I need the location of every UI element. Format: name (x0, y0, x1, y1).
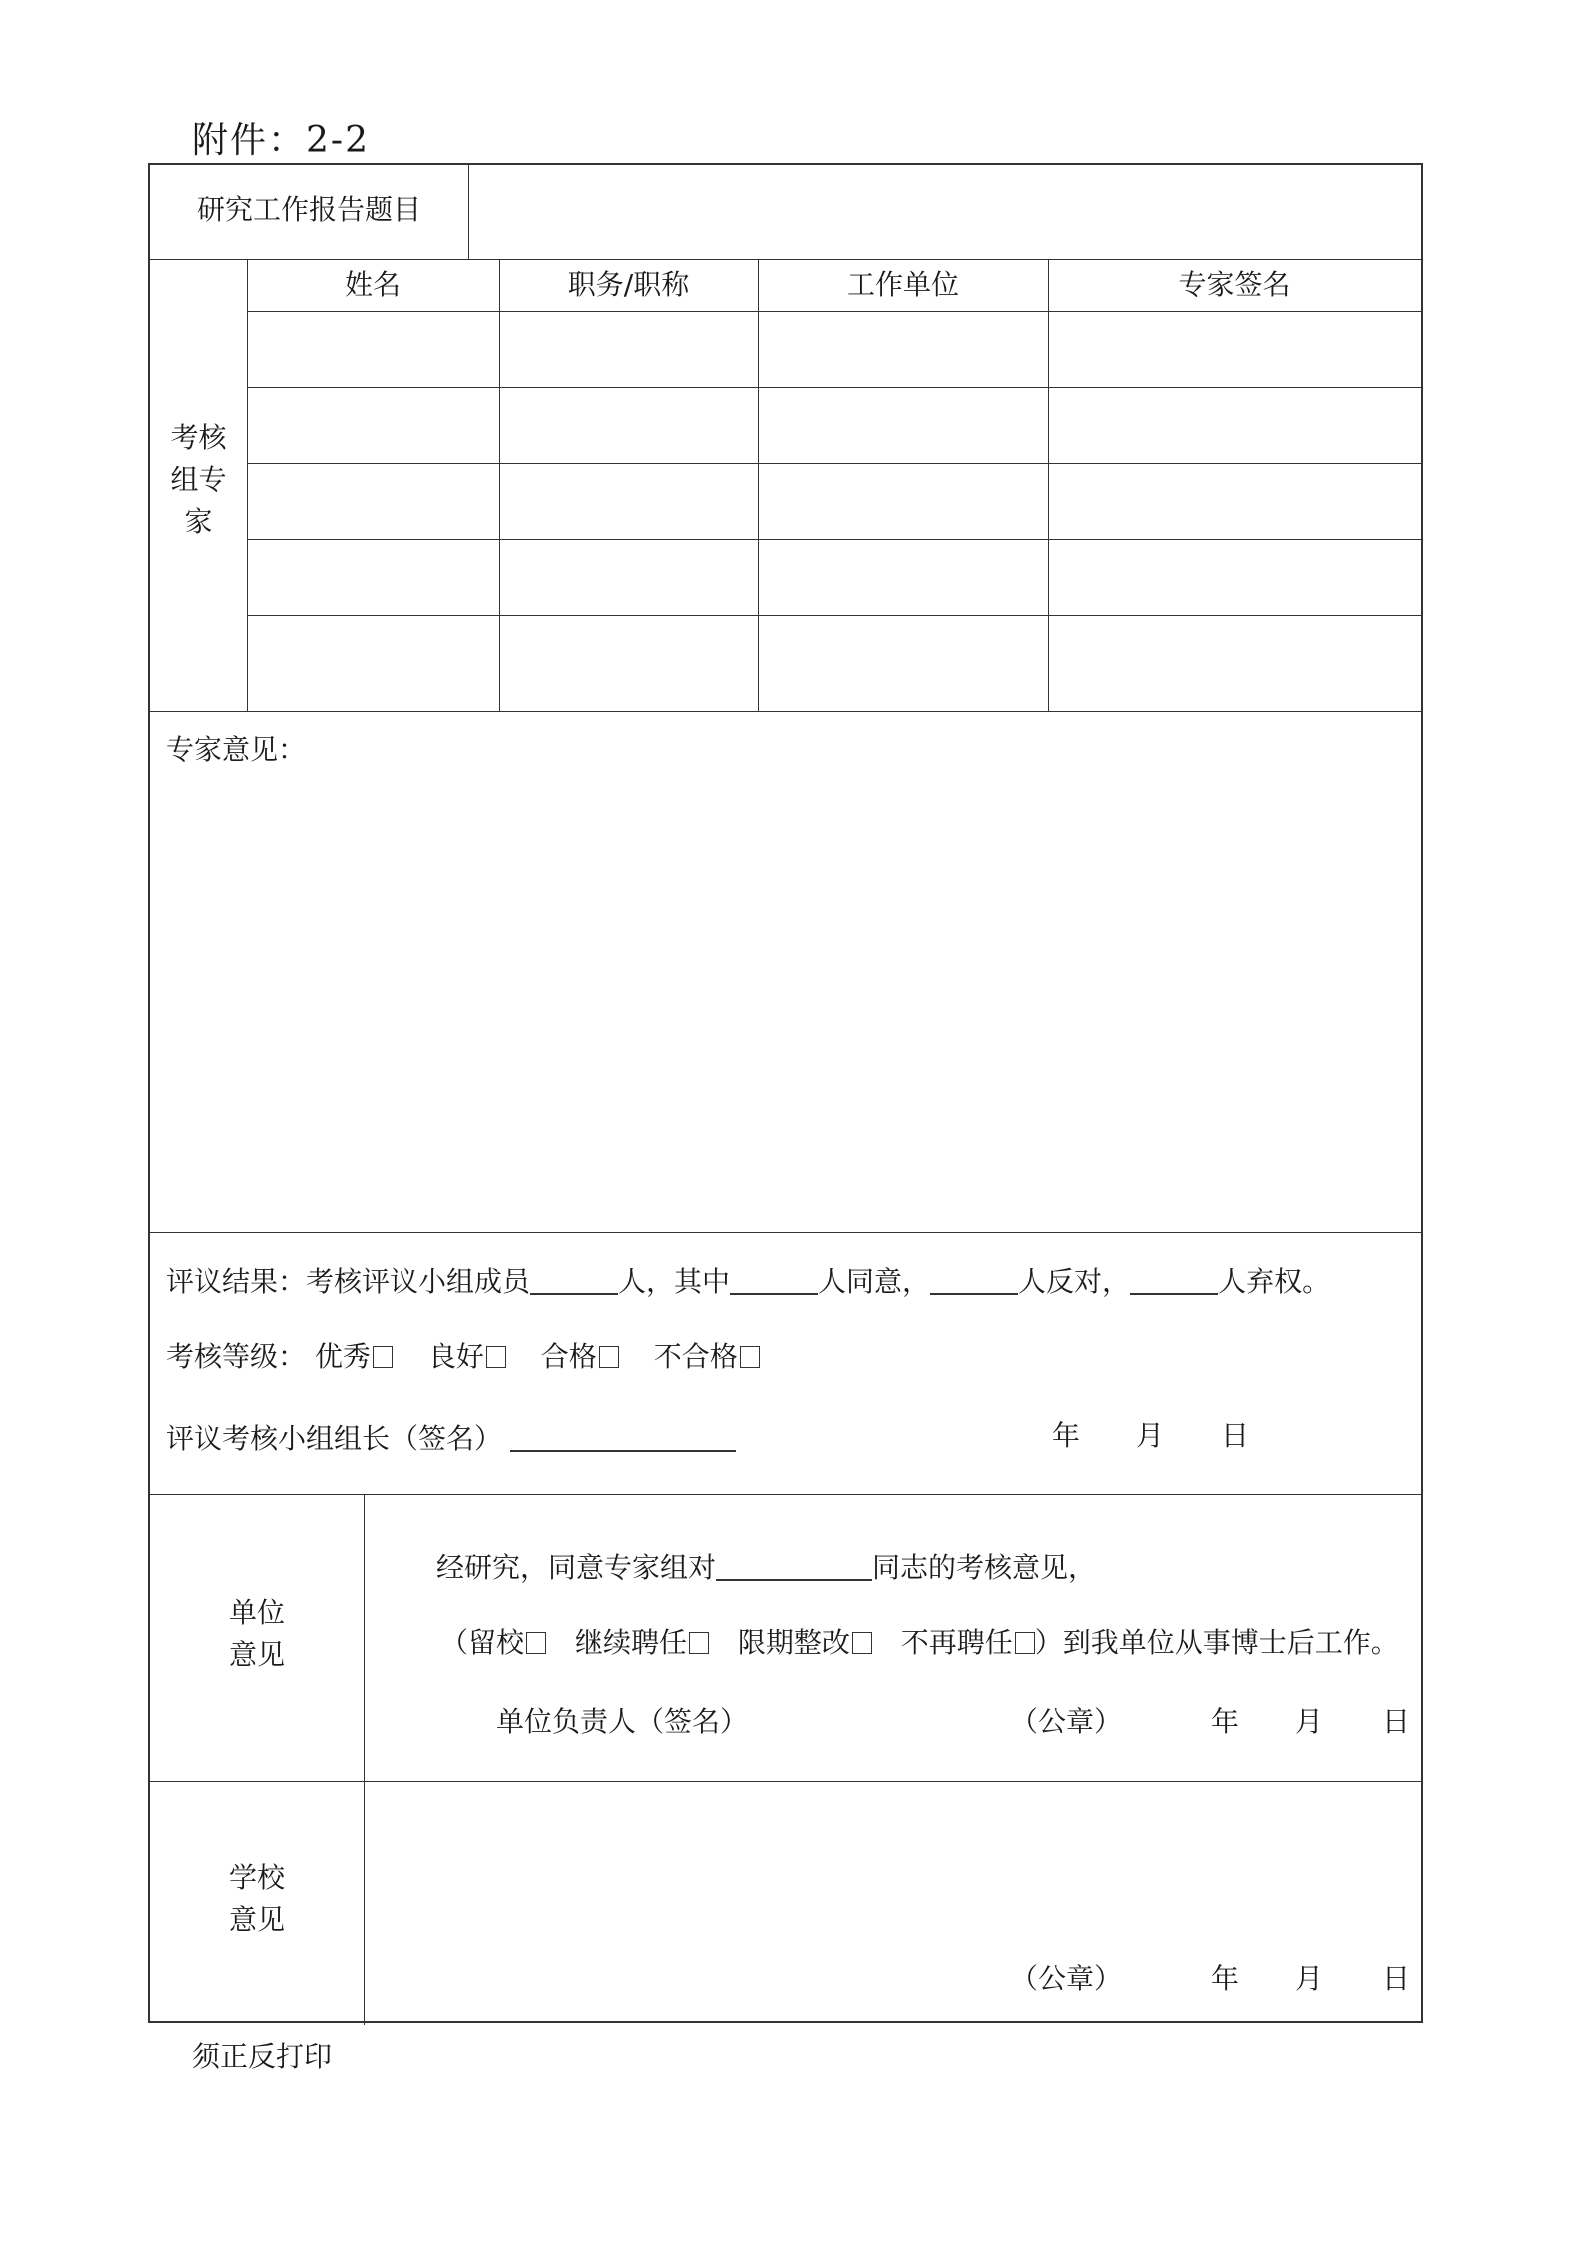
expert-opinion-label: 专家意见： (166, 733, 307, 766)
continue-hire-checkbox[interactable] (689, 1632, 709, 1654)
unit-option (575, 1626, 709, 1659)
name-cell[interactable] (247, 539, 499, 615)
name-cell[interactable] (247, 463, 499, 539)
unit-text: （ (440, 1626, 469, 1659)
unit-day: 日 (1382, 1705, 1411, 1738)
leader-signature-blank[interactable] (510, 1422, 736, 1452)
grade-checkbox-pass[interactable] (599, 1346, 619, 1368)
unit-option (468, 1626, 546, 1659)
signature-cell[interactable] (1048, 311, 1421, 387)
grade-option-label: 合格 (540, 1340, 597, 1373)
unit-seal-label: （公章） (1010, 1705, 1123, 1738)
result-prefix: 评议结果：考核评议小组成员 (166, 1265, 531, 1298)
unit-year: 年 (1211, 1705, 1240, 1738)
unit-option-label: 限期整改 (737, 1626, 850, 1659)
column-header: 工作单位 (846, 268, 959, 301)
grade-line (166, 1340, 760, 1373)
unit-option (901, 1626, 1035, 1659)
divider (150, 1232, 1421, 1233)
divider (150, 259, 1421, 260)
workplace-cell[interactable] (758, 615, 1048, 711)
evaluation-form (148, 163, 1423, 2023)
unit-option-label: 继续聘任 (574, 1626, 687, 1659)
unit-text: 经研究，同意专家组对 (436, 1551, 717, 1584)
workplace-cell[interactable] (758, 539, 1048, 615)
side-label-line: 单位 (228, 1596, 285, 1629)
school-seal-label: （公章） (1010, 1962, 1123, 1995)
unit-option-label: 不再聘任 (900, 1626, 1013, 1659)
panel-side-label (150, 417, 247, 543)
side-label-line: 意见 (228, 1638, 285, 1671)
leader-line (166, 1422, 736, 1453)
unit-text: 同志的考核意见， (872, 1551, 1097, 1584)
agree-count-blank[interactable] (730, 1265, 818, 1295)
unit-signer-label: 单位负责人（签名） (496, 1705, 749, 1738)
unit-line-1 (436, 1551, 1096, 1582)
title-cell[interactable] (499, 539, 758, 615)
side-label-line: 考核 (170, 421, 227, 454)
report-title-label: 研究工作报告题目 (196, 193, 421, 226)
school-opinion-area[interactable] (380, 1795, 1400, 1915)
signature-cell[interactable] (1048, 615, 1421, 711)
grade-option (541, 1340, 619, 1373)
school-year: 年 (1211, 1962, 1240, 1995)
school-side-text (150, 1857, 364, 1941)
result-text: 人同意， (818, 1265, 931, 1298)
oppose-count-blank[interactable] (930, 1265, 1018, 1295)
workplace-cell[interactable] (758, 311, 1048, 387)
print-note: 须正反打印 (192, 2040, 333, 2073)
title-cell[interactable] (499, 311, 758, 387)
workplace-cell[interactable] (758, 463, 1048, 539)
divider (150, 711, 1421, 712)
grade-option (315, 1340, 393, 1373)
result-text: 人，其中 (618, 1265, 731, 1298)
result-line (166, 1265, 1330, 1296)
divider (150, 1494, 1421, 1495)
result-text: 人反对， (1018, 1265, 1131, 1298)
divider (468, 165, 469, 259)
unit-option-label: 留校 (468, 1626, 525, 1659)
unit-text: ）到我单位从事博士后工作。 (1034, 1626, 1399, 1659)
grade-checkbox-fail[interactable] (740, 1346, 760, 1368)
unit-side-text (150, 1592, 364, 1676)
rectify-checkbox[interactable] (852, 1632, 872, 1654)
grade-option (654, 1340, 760, 1373)
abstain-count-blank[interactable] (1130, 1265, 1218, 1295)
side-label-line: 家 (184, 505, 213, 538)
name-cell[interactable] (247, 311, 499, 387)
grade-option-label: 不合格 (653, 1340, 738, 1373)
grade-label: 考核等级： (166, 1340, 307, 1373)
title-cell[interactable] (499, 615, 758, 711)
expert-opinion-area[interactable] (166, 780, 1406, 1220)
column-header: 专家签名 (1178, 268, 1291, 301)
leader-year: 年 (1052, 1419, 1081, 1452)
leader-label: 评议考核小组组长（签名） (166, 1422, 503, 1455)
side-label-line: 组专 (170, 463, 227, 496)
name-cell[interactable] (247, 387, 499, 463)
title-cell[interactable] (499, 463, 758, 539)
title-cell[interactable] (499, 387, 758, 463)
divider (364, 1494, 365, 2025)
comrade-name-blank[interactable] (716, 1551, 872, 1581)
unit-option (738, 1626, 872, 1659)
leader-day: 日 (1221, 1419, 1250, 1452)
stay-checkbox[interactable] (526, 1632, 546, 1654)
signature-cell[interactable] (1048, 539, 1421, 615)
unit-line-2 (440, 1626, 1399, 1659)
attachment-label: 附件：2-2 (192, 120, 370, 161)
school-month: 月 (1295, 1962, 1324, 1995)
name-cell[interactable] (247, 615, 499, 711)
side-label-line: 学校 (228, 1861, 285, 1894)
panel-side-text (150, 417, 247, 543)
unit-month: 月 (1295, 1705, 1324, 1738)
grade-option (428, 1340, 506, 1373)
column-header: 姓名 (344, 268, 401, 301)
grade-checkbox-good[interactable] (486, 1346, 506, 1368)
side-label-line: 意见 (228, 1903, 285, 1936)
school-day: 日 (1382, 1962, 1411, 1995)
grade-option-label: 优秀 (314, 1340, 371, 1373)
school-side-label (150, 1857, 364, 1941)
leader-month: 月 (1136, 1419, 1165, 1452)
workplace-cell[interactable] (758, 387, 1048, 463)
column-header: 职务/职称 (567, 268, 690, 301)
result-text: 人弃权。 (1218, 1265, 1331, 1298)
signature-cell[interactable] (1048, 463, 1421, 539)
no-rehire-checkbox[interactable] (1015, 1632, 1035, 1654)
unit-side-label (150, 1592, 364, 1676)
divider (150, 1781, 1421, 1782)
signature-cell[interactable] (1048, 387, 1421, 463)
grade-option-label: 良好 (427, 1340, 484, 1373)
members-count-blank[interactable] (530, 1265, 618, 1295)
grade-checkbox-excellent[interactable] (373, 1346, 393, 1368)
